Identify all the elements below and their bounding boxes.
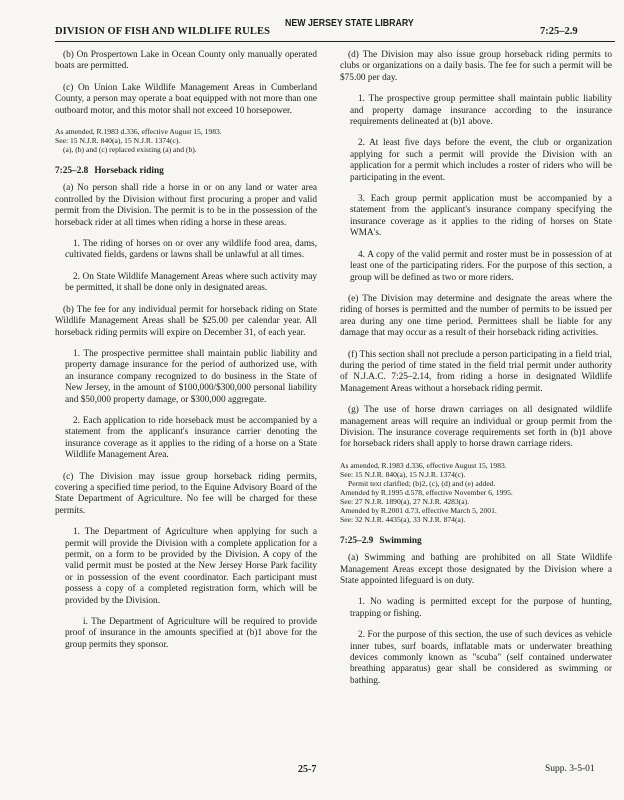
note-line: Permit text clarified; (b)2, (c), (d) and (e) added.	[348, 478, 496, 488]
paragraph-f: (f) This section shall not preclude a person participating in a field trial, during the period of time stated in the field trial permit under authority of N.J.A.C. 7:25–2.14, from riding a horse in designated Wildlife Management Areas without a horseback riding permit.	[340, 349, 612, 394]
item-b2: 2. Each application to ride horseback must be accompanied by a statement from the applicant's insurance carrier denoting the insurance coverage as it applies to the riding of a horse on a State Wildlife Management Area.	[65, 415, 317, 461]
note-line: As amended, R.1983 d.336, effective August 15, 1983.	[55, 127, 222, 137]
item-d4: 4. A copy of the valid permit and roster must be in possession of at least one of the participating riders. For the purpose of this section, a group will be defined as two or more riders.	[350, 249, 612, 283]
amendment-note	[55, 127, 317, 154]
item-c1: 1. The Department of Agriculture when applying for such a permit will provide the Division with a complete application for a permit, on a form to be provided by the Division. A copy of the valid permit must be posted at the New Jersey Horse Park facility or in possession of the event coordinator. Each participant must possess a copy of a completed registration form, which will be provided by the Division.	[65, 527, 317, 606]
note-line: Amended by R.1995 d.578, effective November 6, 1995.	[340, 487, 513, 497]
paragraph-c-group: (c) The Division may issue group horseback riding permits, covering a specified time period, to the Equine Advisory Board of the State Department of Agriculture. No fee will be charged for these permits.	[55, 471, 317, 516]
note-line: (a), (b) and (c) replaced existing (a) and (b).	[63, 145, 197, 155]
note-line: Amended by R.2001 d.73, effective March 5, 2001.	[340, 505, 497, 515]
right-column	[340, 50, 612, 697]
amendment-note	[340, 461, 612, 524]
section-title: Horseback riding	[94, 166, 164, 177]
section-number: 7:25–2.9	[340, 535, 374, 546]
paragraph-b: (b) On Prospertown Lake in Ocean County only manually operated boats are permitted.	[55, 50, 317, 72]
section-title: Swimming	[379, 535, 422, 546]
section-number: 7:25–2.8	[55, 166, 89, 177]
item-s1: 1. No wading is permitted except for the purpose of hunting, trapping or fishing.	[350, 597, 612, 619]
paragraph-b-fee: (b) The fee for any individual permit for horseback riding on State Wildlife Management Areas shall be $25.00 per calendar year. All horseback riding permits will expire on December 31, of each year.	[55, 304, 317, 338]
supplement-date: Supp. 3-5-01	[545, 764, 595, 774]
item-d3: 3. Each group permit application must be accompanied by a statement from the applicant's insurance company specifying the insurance coverage as it applies to the riding of horses on State WMA's.	[350, 194, 612, 239]
item-d1: 1. The prospective group permittee shall maintain public liability and property damage insurance according to the insurance requirements delineated at (b)1 above.	[350, 94, 612, 128]
header-rule	[55, 41, 615, 42]
paragraph-d: (d) The Division may also issue group horseback riding permits to clubs or organizations on a daily basis. The fee for such a permit will be $75.00 per day.	[340, 50, 612, 83]
paragraph-g: (g) The use of horse drawn carriages on all designated wildlife management areas will require an individual or group permit from the Division. The insurance coverage requirements set forth in (b)1 above for horseback riders shall apply to horse drawn carriage riders.	[340, 405, 612, 450]
item-s2: 2. For the purpose of this section, the use of such devices as vehicle inner tubes, surf boards, inflatable mats or underwater breathing devices commonly known as "scuba" (self contained underwater breathing apparatus) gear shall be considered as swimming or bathing.	[350, 630, 612, 686]
note-line: See: 15 N.J.R. 840(a), 15 N.J.R. 1374(c).	[55, 136, 181, 146]
item-a1: 1. The riding of horses on or over any wildlife food area, dams, cultivated fields, gardens or lawns shall be unlawful at all times.	[65, 239, 317, 261]
left-column	[55, 50, 317, 661]
note-line: See: 32 N.J.R. 4435(a), 33 N.J.R. 874(a).	[340, 514, 466, 524]
paragraph-a: (a) No person shall ride a horse in or on any land or water area controlled by the Division without first procuring a proper and valid permit from the Division. The permit is to be in the possession of the horseback rider at all times when riding a horse in these areas.	[55, 183, 317, 228]
item-d2: 2. At least five days before the event, the club or organization applying for such a permit will provide the Division with an application for a permit which includes a roster of riders who will be participating in the event.	[350, 138, 612, 183]
section-heading-horseback	[55, 166, 317, 177]
paragraph-swim-a: (a) Swimming and bathing are prohibited on all State Wildlife Management Areas except those designated by the Division where a State appointed lifeguard is on duty.	[340, 553, 612, 586]
page-number: 25-7	[298, 764, 317, 775]
note-line: See: 27 N.J.R. 1890(a), 27 N.J.R. 4283(a).	[340, 496, 470, 506]
paragraph-e: (e) The Division may determine and designate the areas where the riding of horses is permitted and the number of permits to be issued per area during any one time period. Permittees shall be liable for any damage that may occur as a result of their horseback riding activities.	[340, 293, 612, 339]
running-head-title: DIVISION OF FISH AND WILDLIFE RULES	[55, 26, 271, 37]
item-c1-i: i. The Department of Agriculture will be required to provide proof of insurance in the amounts specified at (b)1 above for the group permits they sponsor.	[65, 617, 317, 650]
note-line: See: 15 N.J.R. 840(a), 15 N.J.R. 1374(c).	[340, 469, 466, 479]
paragraph-c: (c) On Union Lake Wildlife Management Areas in Cumberland County, a person may operate a boat equipped with not more than one outboard motor, and this motor shall not exceed 10 horsepower.	[55, 82, 317, 116]
note-line: As amended, R.1983 d.336, effective August 15, 1983.	[340, 460, 507, 470]
running-head-section: 7:25–2.9	[540, 26, 578, 37]
section-heading-swimming	[340, 536, 612, 547]
item-a2: 2. On State Wildlife Management Areas where such activity may be permitted, it shall be done only in designated areas.	[65, 271, 317, 294]
library-stamp: NEW JERSEY STATE LIBRARY	[285, 18, 414, 29]
item-b1: 1. The prospective permittee shall maintain public liability and property damage insurance for the period of authorized use, with an insurance company recognized to do business in the State of New Jersey, in the amount of $100,000/$300,000 personal liability and $50,000 property damage, or $300,000 aggregate.	[65, 348, 317, 405]
